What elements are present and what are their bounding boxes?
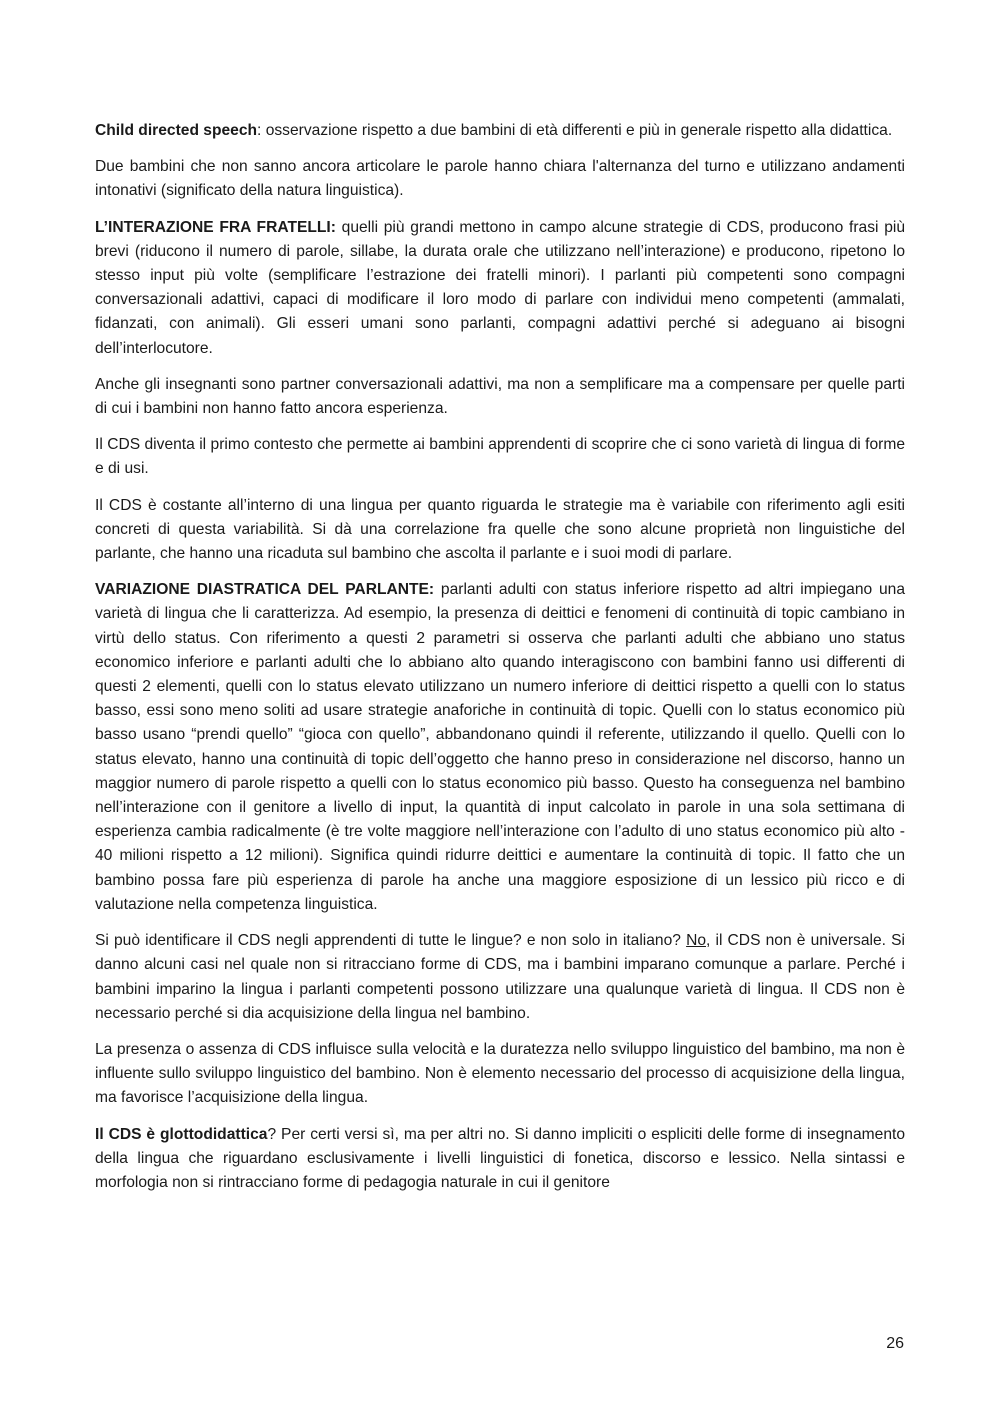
paragraph-siblings-interaction — [95, 216, 905, 361]
paragraph-lead: Il CDS è glottodidattica — [95, 1125, 268, 1143]
paragraph-lead: VARIAZIONE DIASTRATICA DEL PARLANTE: — [95, 581, 435, 599]
paragraph-child-directed-speech — [95, 119, 905, 143]
paragraph-text: , il CDS non è universale. Si danno alcuni casi nel quale non si ritracciano forme di CDS, ma i bambini imparano comunque a parlare. Perché i bambini imparino la lingua i parlanti competenti possono utilizzare una qualunque varietà di lingua. Il CDS non è necessario perché si dia acquisizione della lingua nel bambino. — [95, 932, 905, 1022]
paragraph-cds-universal — [95, 929, 905, 1026]
paragraph-text: Anche gli insegnanti sono partner conversazionali adattivi, ma non a semplificare ma a compensare per quelle parti di cui i bambini non hanno fatto ancora esperienza. — [95, 375, 905, 418]
paragraph-text: quelli più grandi mettono in campo alcune strategie di CDS, producono frasi più brevi (riducono il numero di parole, sillabe, la durata orale che utilizzano nell’interazione) e producono, ripetono lo stesso input più volte (semplificare l’estrazione dei fratelli minori). I parlanti più competenti sono compagni conversazionali adattivi, capaci di modificare il loro modo di parlare con individui meno competenti (ammalati, fidanzati, con animali). Gli esseri umani sono parlanti, compagni adattivi perché si adeguano ai bisogni dell’interlocutore. — [95, 218, 906, 357]
paragraph-text: La presenza o assenza di CDS influisce sulla velocità e la duratezza nello sviluppo linguistico del bambino, ma non è influente sullo sviluppo linguistico del bambino. Non è elemento necessario del processo di acquisizione della lingua, ma favorisce l’acquisizione della lingua. — [95, 1040, 905, 1107]
paragraph-cds-constant — [95, 494, 905, 567]
page-number: 26 — [886, 1335, 904, 1352]
paragraph-turn-alternation — [95, 155, 905, 203]
paragraph-text: Il CDS diventa il primo contesto che permette ai bambini apprendenti di scoprire che ci sono varietà di lingua di forme e di usi. — [95, 436, 905, 478]
paragraph-text: Due bambini che non sanno ancora articolare le parole hanno chiara l'alternanza del turno e utilizzano andamenti intonativi (significato della natura linguistica). — [95, 158, 905, 200]
paragraph-text-before: Si può identificare il CDS negli apprendenti di tutte le lingue? e non solo in italiano? — [95, 932, 687, 950]
paragraph-text: : osservazione rispetto a due bambini di età differenti e più in generale rispetto alla didattica. — [257, 122, 893, 139]
paragraph-cds-glottodidactics — [95, 1123, 905, 1196]
paragraph-text: Il CDS è costante all’interno di una lingua per quanto riguarda le strategie ma è variabile con riferimento agli esiti concreti di questa variabilità. Si dà una correlazione fra quelle che sono alcune proprietà non linguistiche del parlante, che hanno una ricaduta sul bambino che ascolta il parlante e i suoi modi di parlare. — [95, 496, 905, 563]
paragraph-cds-presence — [95, 1038, 905, 1111]
paragraph-lead: L’INTERAZIONE FRA FRATELLI: — [95, 218, 336, 236]
paragraph-cds-first-context — [95, 433, 905, 481]
underlined-answer: No — [686, 932, 707, 950]
paragraph-diastratic-variation — [95, 578, 905, 917]
paragraph-text: ? Per certi versi sì, ma per altri no. Si danno impliciti o espliciti delle forme di insegnamento della lingua che riguardano esclusivamente i livelli linguistici di fonetica, discorso e lessico. Nella sintassi e morfologia non si rintracciano forme di pedagogia naturale in cui il genitore — [95, 1125, 905, 1191]
paragraph-lead: Child directed speech — [95, 122, 258, 139]
paragraph-teachers — [95, 373, 905, 421]
document-page — [95, 119, 905, 1207]
paragraph-text: parlanti adulti con status inferiore rispetto ad altri impiegano una varietà di lingua che li caratterizza. Ad esempio, la presenza di deittici e fenomeni di continuità di topic cambiano in virtù dello status. Con riferimento a questi 2 parametri si osserva che parlanti adulti che abbiano uno status economico inferiore e parlanti adulti che lo abbiano alto quando interagiscono con bambini fanno usi differenti di questi 2 elementi, quelli con lo status elevato utilizzano un numero inferiore di deittici rispetto a quelli con lo status basso, essi sono meno soliti ad usare strategie anaforiche in continuità di topic. Quelli con lo status economico più basso usano “prendi quello” “gioca con quello”, abbandonano quindi il referente, utilizzando il quello. Quelli con lo status elevato, hanno una continuità di topic dell’oggetto che hanno preso in considerazione nel discorso, hanno un maggior numero di parole rispetto a quelli con lo status economico più basso. Questo ha conseguenza nel bambino nell’interazione con il genitore a livello di input, la quantità di input calcolato in parole in una sola settimana di esperienza cambia radicalmente (è tre volte maggiore nell’interazione con l’adulto di uno status economico più alto - 40 milioni rispetto a 12 milioni). Significa quindi ridurre deittici e aumentare la continuità di topic. Il fatto che un bambino possa fare più esperienza di parole ha anche una maggiore esposizione di un lessico più ricco e di valutazione nella competenza linguistica. — [95, 581, 905, 913]
